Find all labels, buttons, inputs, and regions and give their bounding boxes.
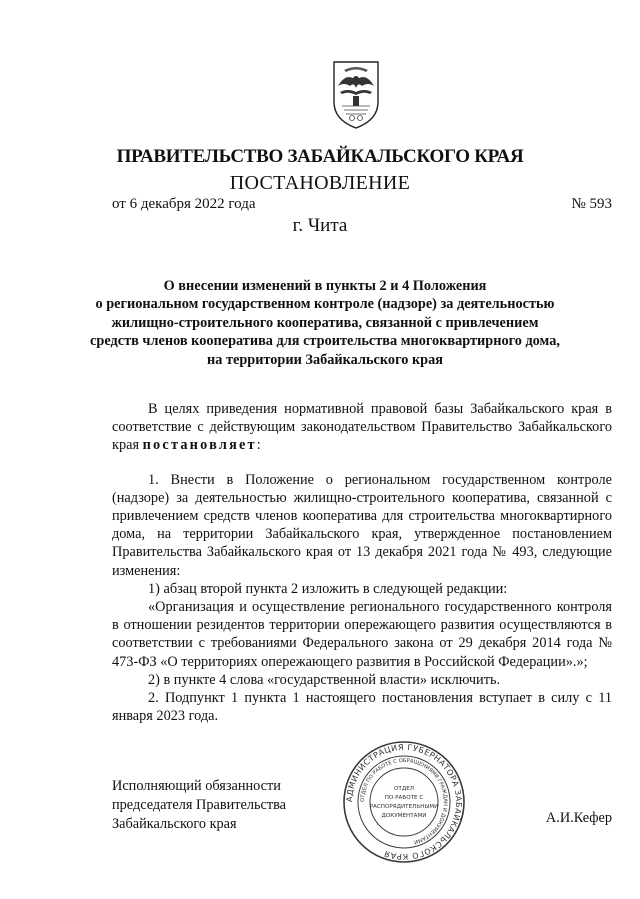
document-subject xyxy=(90,277,560,369)
subject-line: жилищно-строительного кооператива, связанной с привлечением xyxy=(111,314,539,331)
subject-line: средств членов кооператива для строительства многоквартирного дома, xyxy=(90,333,560,350)
preamble-text: В целях приведения нормативной правовой базы Забайкальского края в соответствие с действующим законодательством Правительство Забайкальского края xyxy=(112,401,612,454)
paragraph-1: 1. Внести в Положение о региональном государственном контроле (надзоре) за деятельностью жилищно-строительного кооператива, связанной с привлечением средств членов кооператива для строительства многоквартирного дома, на территории Забайкальского края, утвержденное постановлением Правительства Забайкальского края от 13 декабря 2021 года № 493, следующие изменения: xyxy=(112,471,612,579)
signer-name: А.И.Кефер xyxy=(545,810,612,826)
subject-line: на территории Забайкальского края xyxy=(206,351,444,368)
preamble-end: : xyxy=(256,437,261,454)
coat-of-arms-icon xyxy=(330,58,382,130)
government-title: ПРАВИТЕЛЬСТВО ЗАБАЙКАЛЬСКОГО КРАЯ xyxy=(116,146,524,167)
paragraph-1-quote: «Организация и осуществление регионального государственного контроля в отношении резидентов территории опережающего развития осуществляются в соответствии с требованиями Федерального закона от 29 декабря 2014 года № 473-ФЗ «О территориях опережающего развития в Российской Федерации».»; xyxy=(112,599,612,670)
svg-text:ОТДЕЛ ПО РАБОТЕ С ОБРАЩЕНИЯМИ xyxy=(360,758,448,845)
document-type: ПОСТАНОВЛЕНИЕ xyxy=(229,172,411,194)
decree-word: постановляет xyxy=(142,437,257,454)
paragraph-1-1: 1) абзац второй пункта 2 изложить в следующей редакции: xyxy=(148,580,508,597)
signer-title-line: Исполняющий обязанности xyxy=(112,778,281,794)
document-city: г. Чита xyxy=(292,215,348,236)
stamp-ring-text: АДМИНИСТРАЦИЯ ГУБЕРНАТОРА ЗАБАЙКАЛЬСКОГО КРАЯ xyxy=(344,742,464,862)
preamble-paragraph xyxy=(112,400,612,455)
signature-block xyxy=(112,777,286,834)
signer-title-line: председателя Правительства xyxy=(112,797,287,813)
official-stamp xyxy=(340,738,468,866)
document-number: № 593 xyxy=(571,196,612,212)
document-date: от 6 декабря 2022 года xyxy=(112,196,256,212)
subject-line: о региональном государственном контроле (надзоре) за деятельностью xyxy=(95,296,555,313)
subject-line: О внесении изменений в пункты 2 и 4 Положения xyxy=(163,278,487,294)
stamp-center-line: ПО РАБОТЕ С xyxy=(384,795,424,801)
stamp-center-line: РАСПОРЯДИТЕЛЬНЫМИ xyxy=(369,804,439,810)
paragraph-2: 2. Подпункт 1 пункта 1 настоящего постановления вступает в силу с 11 января 2023 года. xyxy=(112,690,612,725)
stamp-inner-ring-text: ОТДЕЛ ПО РАБОТЕ С ОБРАЩЕНИЯМИ ГРАЖДАН И ДОКУМЕНТАМИ xyxy=(359,757,449,845)
paragraph-1-2: 2) в пункте 4 слова «государственной власти» исключить. xyxy=(148,671,501,688)
document-body xyxy=(112,400,612,725)
stamp-center-line: ОТДЕЛ xyxy=(394,786,414,792)
signer-title-line: Забайкальского края xyxy=(112,816,237,832)
stamp-center-line: ДОКУМЕНТАМИ xyxy=(381,813,427,819)
